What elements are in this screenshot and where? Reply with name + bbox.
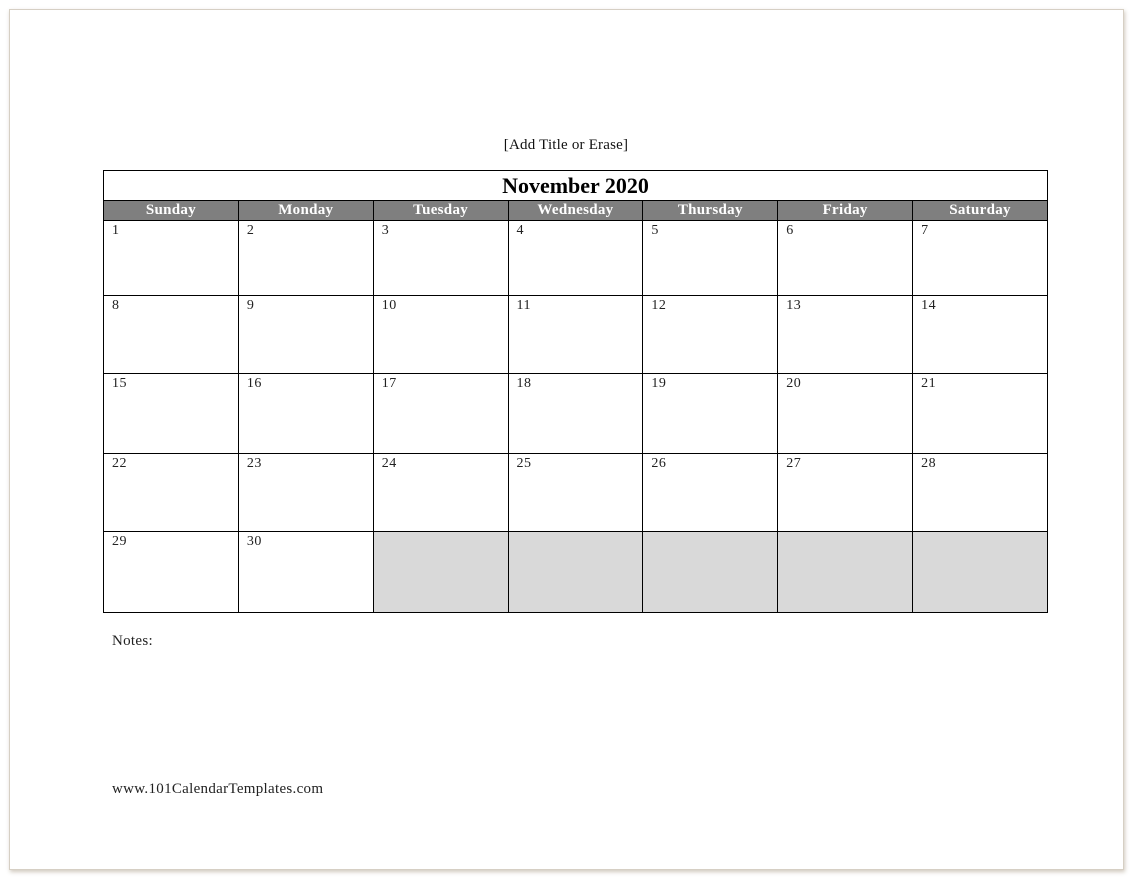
day-cell[interactable] [508, 296, 643, 374]
weekday-monday: Monday [238, 201, 373, 221]
day-cell[interactable] [778, 296, 913, 374]
day-number: 18 [516, 376, 532, 392]
weekday-wednesday: Wednesday [508, 201, 643, 221]
month-title: November 2020 [104, 171, 1048, 201]
day-cell[interactable] [913, 221, 1048, 296]
empty-day-cell [778, 531, 913, 612]
day-number: 2 [246, 223, 255, 239]
day-number: 6 [786, 223, 794, 239]
day-cell[interactable] [238, 453, 373, 531]
day-cell[interactable] [778, 221, 913, 296]
day-cell[interactable] [104, 453, 239, 531]
day-cell[interactable] [508, 374, 643, 453]
day-cell[interactable] [643, 296, 778, 374]
day-number: 17 [381, 376, 397, 392]
week-row-3 [104, 374, 1048, 453]
day-cell[interactable] [643, 374, 778, 453]
day-number: 30 [246, 533, 262, 549]
day-number: 4 [516, 223, 525, 239]
weekday-friday: Friday [778, 201, 913, 221]
empty-day-cell [508, 531, 643, 612]
day-cell[interactable] [104, 374, 239, 453]
day-number: 9 [246, 298, 255, 314]
day-cell[interactable] [238, 221, 373, 296]
day-cell[interactable] [104, 221, 239, 296]
day-cell[interactable] [778, 374, 913, 453]
day-cell[interactable] [913, 453, 1048, 531]
day-number: 10 [381, 298, 397, 314]
day-number: 22 [112, 455, 127, 471]
day-number: 28 [921, 455, 937, 471]
day-cell[interactable] [104, 296, 239, 374]
day-cell[interactable] [913, 296, 1048, 374]
day-number: 8 [112, 298, 120, 314]
week-row-2 [104, 296, 1048, 374]
day-cell[interactable] [373, 453, 508, 531]
day-cell[interactable] [373, 296, 508, 374]
weekday-saturday: Saturday [913, 201, 1048, 221]
weekday-tuesday: Tuesday [373, 201, 508, 221]
day-number: 24 [381, 455, 397, 471]
day-number: 11 [516, 298, 532, 314]
day-cell[interactable] [508, 453, 643, 531]
day-number: 23 [246, 455, 262, 471]
weekday-sunday: Sunday [104, 201, 239, 221]
week-row-4 [104, 453, 1048, 531]
day-number: 12 [651, 298, 667, 314]
day-number: 16 [246, 376, 262, 392]
day-number: 7 [921, 223, 929, 239]
month-header-row [104, 171, 1048, 201]
day-number: 26 [651, 455, 667, 471]
day-cell[interactable] [508, 221, 643, 296]
day-number: 5 [651, 223, 659, 239]
notes-label: Notes: [112, 633, 153, 649]
day-number: 29 [112, 533, 127, 549]
day-number: 25 [516, 455, 532, 471]
day-cell[interactable] [643, 221, 778, 296]
day-number: 13 [786, 298, 802, 314]
weekday-thursday: Thursday [643, 201, 778, 221]
day-cell[interactable] [238, 374, 373, 453]
day-cell[interactable] [373, 221, 508, 296]
empty-day-cell [913, 531, 1048, 612]
day-cell[interactable] [104, 531, 239, 612]
day-cell[interactable] [238, 296, 373, 374]
week-row-1 [104, 221, 1048, 296]
day-cell[interactable] [373, 374, 508, 453]
week-row-5 [104, 531, 1048, 612]
day-number: 21 [921, 376, 937, 392]
day-number: 1 [112, 223, 120, 239]
day-cell[interactable] [778, 453, 913, 531]
empty-day-cell [373, 531, 508, 612]
day-number: 20 [786, 376, 802, 392]
day-number: 15 [112, 376, 127, 392]
day-number: 19 [651, 376, 667, 392]
website-footer: www.101CalendarTemplates.com [112, 781, 324, 797]
calendar-table [103, 170, 1048, 613]
day-cell[interactable] [913, 374, 1048, 453]
day-number: 14 [921, 298, 937, 314]
day-number: 27 [786, 455, 802, 471]
day-number: 3 [381, 223, 390, 239]
title-placeholder[interactable]: [Add Title or Erase] [503, 137, 629, 153]
day-cell[interactable] [643, 453, 778, 531]
empty-day-cell [643, 531, 778, 612]
weekday-header-row [104, 201, 1048, 221]
day-cell[interactable] [238, 531, 373, 612]
